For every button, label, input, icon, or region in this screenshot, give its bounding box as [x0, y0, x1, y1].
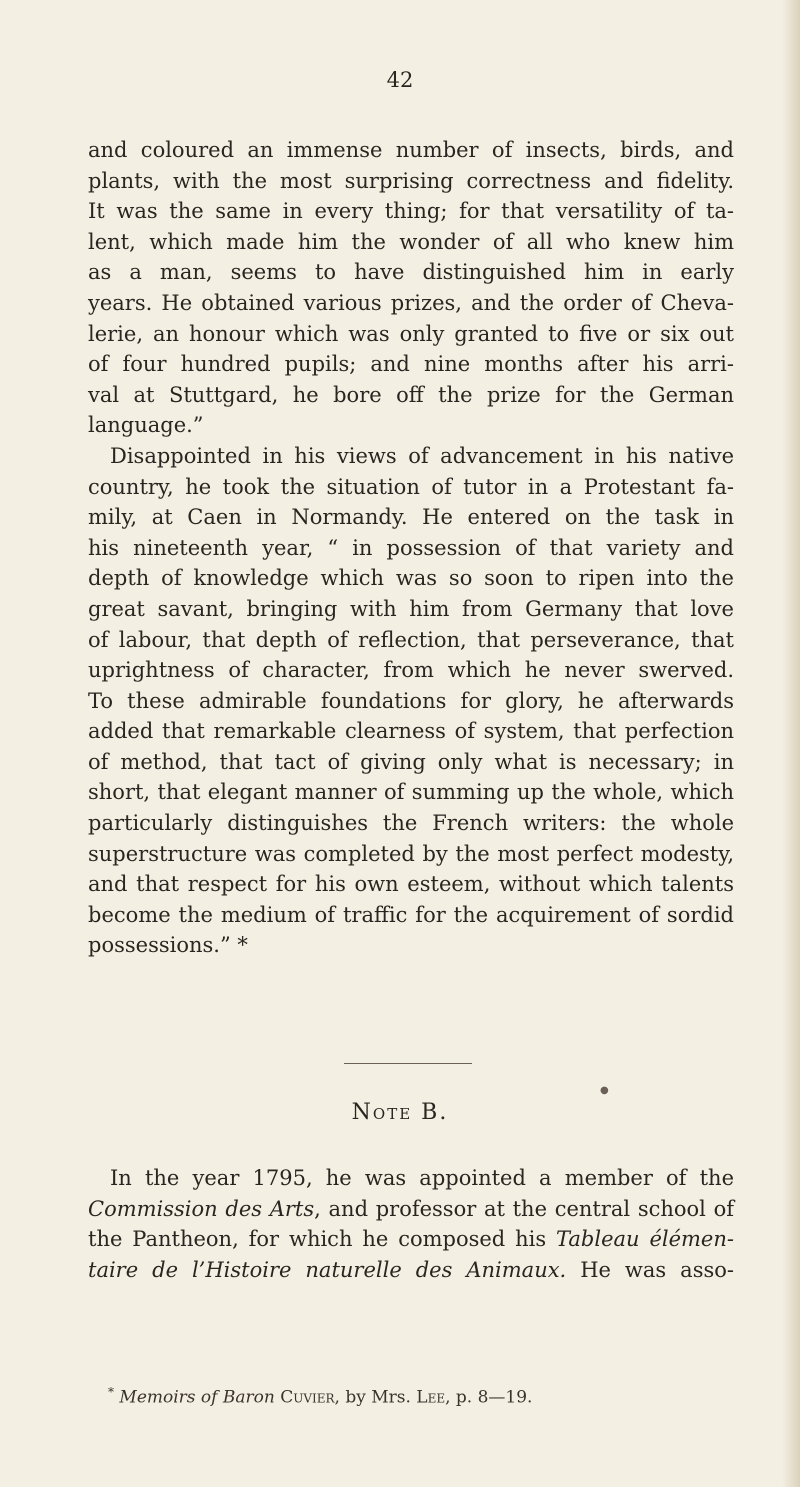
text-line: superstructure was completed by the most perfect modesty, [88, 841, 734, 866]
text-line: as a man, seems to have distinguished him in early [88, 260, 734, 285]
text-line: of four hundred pupils; and nine months after his arri- [88, 352, 734, 377]
text-line: of method, that tact of giving only what is necessary; in [88, 749, 734, 774]
section-divider [344, 1063, 472, 1064]
text-line: his nineteenth year, “ in possession of that variety and [88, 535, 734, 560]
text-line: In the year 1795, he was appointed a member of the [110, 1166, 734, 1190]
text-line: particularly distinguishes the French writers: the whole [88, 811, 734, 836]
text-line: become the medium of traffic for the acquirement of sordid [88, 902, 734, 927]
text-line: lerie, an honour which was only granted to five or six out [88, 321, 734, 346]
text-line: added that remarkable clearness of system, that perfection [88, 719, 734, 744]
text-line: possessions.” * [88, 933, 248, 958]
page-number: 42 [386, 68, 414, 92]
text-line: short, that elegant manner of summing up the whole, which [88, 780, 734, 805]
ink-speck: ● [600, 1085, 609, 1096]
page-edge-shadow [782, 0, 800, 1487]
note-text [88, 1163, 734, 1285]
italic-title: Tableau élémen- [556, 1227, 734, 1252]
text-line: depth of knowledge which was so soon to ripen into the [88, 566, 734, 591]
text-line: Commission des Arts, and professor at the central school of [88, 1196, 734, 1221]
text-line: lent, which made him the wonder of all who knew him [88, 229, 734, 254]
text-line: taire de l’Histoire naturelle des Animaux. He was asso- [88, 1257, 734, 1282]
text-line: country, he took the situation of tutor in a Protestant fa- [88, 474, 734, 499]
text-line: language.” [88, 413, 204, 438]
text-line: years. He obtained various prizes, and the order of Cheva- [88, 290, 734, 315]
text-line: To these admirable foundations for glory, he afterwards [88, 688, 734, 713]
text-line: Disappointed in his views of advancement in his native [110, 443, 734, 468]
italic-title: taire de l’Histoire naturelle des Animaux. [88, 1257, 567, 1282]
text-line: val at Stuttgard, he bore off the prize for the German [88, 382, 734, 407]
text-line: the Pantheon, for which he composed his Tableau élémen- [88, 1227, 734, 1252]
body-text [88, 135, 734, 961]
text-line: and that respect for his own esteem, without which talents [88, 872, 734, 897]
text-line: of labour, that depth of reflection, that perseverance, that [88, 627, 734, 652]
footnote: * Memoirs of Baron Cuvier, by Mrs. Lee, p. 8—19. [108, 1385, 533, 1408]
italic-title: Commission des Arts [88, 1196, 315, 1221]
footnote-marker: * [108, 1385, 114, 1399]
text-line: great savant, bringing with him from Germany that love [88, 596, 734, 621]
note-heading: Note B. [351, 1100, 449, 1125]
text-line: and coloured an immense number of insects, birds, and [88, 138, 734, 162]
text-line: plants, with the most surprising correctness and fidelity. [88, 168, 734, 193]
text-line: It was the same in every thing; for that versatility of ta- [88, 199, 734, 224]
text-line: mily, at Caen in Normandy. He entered on the task in [88, 505, 734, 530]
text-line: uprightness of character, from which he never swerved. [88, 658, 734, 683]
